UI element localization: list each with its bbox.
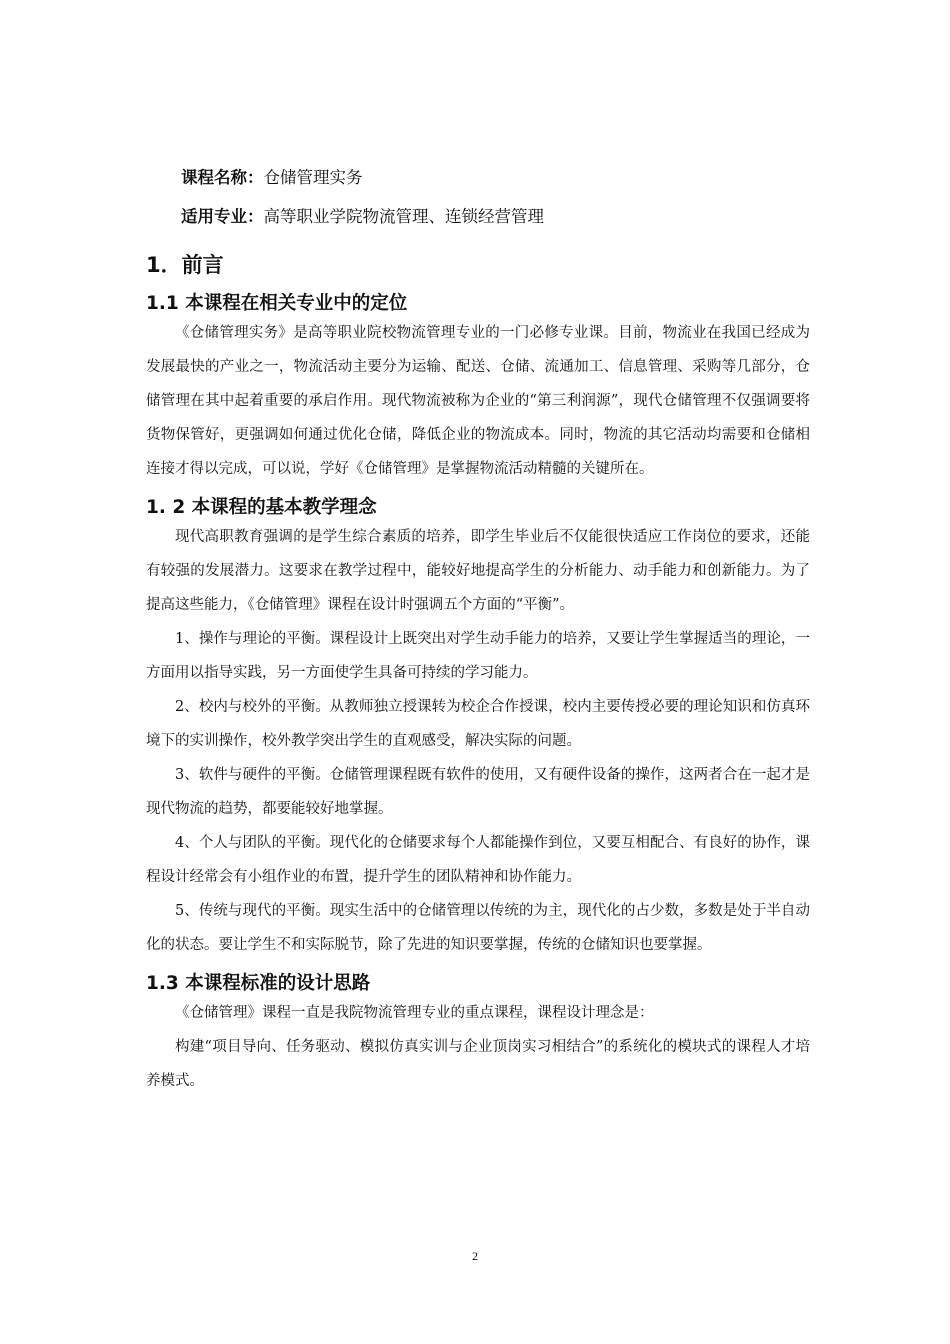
paragraph: 《仓储管理》课程一直是我院物流管理专业的重点课程，课程设计理念是： <box>175 1005 654 1021</box>
course-name-line <box>181 168 810 188</box>
applicable-major-value: 高等职业学院物流管理、连锁经营管理 <box>263 207 544 226</box>
subsection-heading-1-1: 1.1 本课程在相关专业中的定位 <box>146 293 408 314</box>
paragraph: 构建“项目导向、任务驱动、模拟仿真实训与企业顶岗实习相结合”的系统化的模块式的课程人才培养模式。 <box>146 1039 810 1089</box>
applicable-major-label: 适用专业： <box>181 207 264 226</box>
subsection-heading-1-3: 1.3 本课程标准的设计思路 <box>146 973 371 994</box>
applicable-major-line <box>181 207 810 227</box>
paragraph: 2、校内与校外的平衡。从教师独立授课转为校企合作授课，校内主要传授必要的理论知识和仿真环境下的实训操作，校外教学突出学生的直观感受，解决实际的问题。 <box>146 699 810 749</box>
page-number: 2 <box>472 1249 478 1263</box>
paragraph: 4、个人与团队的平衡。现代化的仓储要求每个人都能操作到位，又要互相配合、有良好的协作，课程设计经常会有小组作业的布置，提升学生的团队精神和协作能力。 <box>146 835 810 885</box>
paragraph: 1、操作与理论的平衡。课程设计上既突出对学生动手能力的培养，又要让学生掌握适当的理论，一方面用以指导实践，另一方面使学生具备可持续的学习能力。 <box>146 631 810 681</box>
course-name-value: 仓储管理实务 <box>263 168 363 187</box>
document-body <box>146 168 810 1098</box>
section-heading-preface: 1．前言 <box>146 253 224 277</box>
paragraph: 《仓储管理实务》是高等职业院校物流管理专业的一门必修专业课。目前，物流业在我国已经成为发展最快的产业之一，物流活动主要分为运输、配送、仓储、流通加工、信息管理、采购等几部分，仓储管理在其中起着重要的承启作用。现代物流被称为企业的“第三利润源”，现代仓储管理不仅强调要将货物保管好，更强调如何通过优化仓储，降低企业的物流成本。同时，物流的其它活动均需要和仓储相连接才得以完成，可以说，学好《仓储管理》是掌握物流活动精髓的关键所在。 <box>146 325 810 477</box>
paragraph: 3、软件与硬件的平衡。仓储管理课程既有软件的使用，又有硬件设备的操作，这两者合在一起才是现代物流的趋势，都要能较好地掌握。 <box>146 767 810 817</box>
paragraph: 现代高职教育强调的是学生综合素质的培养，即学生毕业后不仅能很快适应工作岗位的要求，还能有较强的发展潜力。这要求在教学过程中，能较好地提高学生的分析能力、动手能力和创新能力。为了提高这些能力，《仓储管理》课程在设计时强调五个方面的“平衡”。 <box>146 529 810 613</box>
subsection-heading-1-2: 1. 2 本课程的基本教学理念 <box>146 497 377 518</box>
paragraph: 5、传统与现代的平衡。现实生活中的仓储管理以传统的为主，现代化的占少数，多数是处于半自动化的状态。要让学生不和实际脱节，除了先进的知识要掌握，传统的仓储知识也要掌握。 <box>146 903 810 953</box>
course-name-label: 课程名称： <box>181 168 264 187</box>
